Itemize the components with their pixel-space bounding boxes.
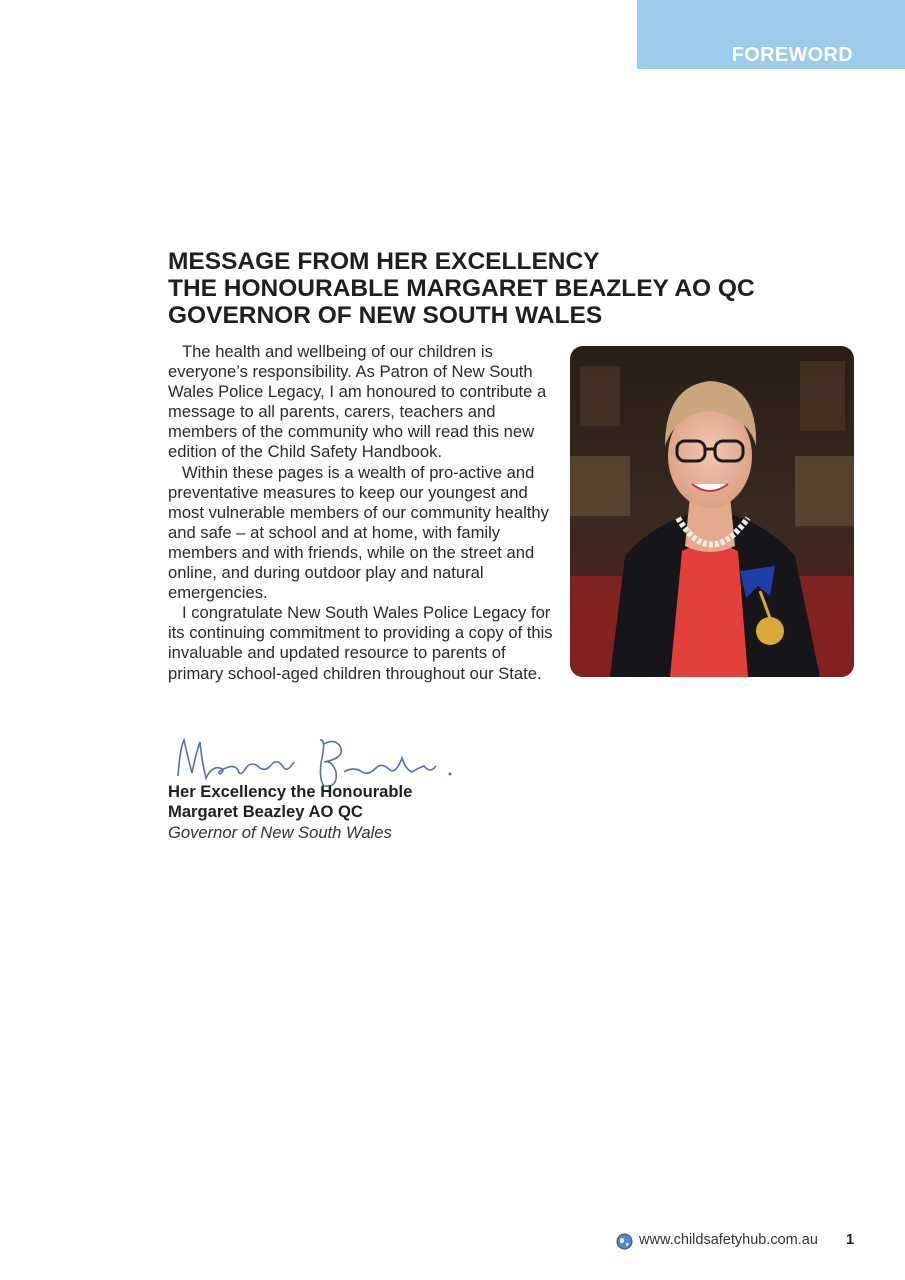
title-line-1: MESSAGE FROM HER EXCELLENCY xyxy=(168,248,600,275)
section-tab-label: FOREWORD xyxy=(731,44,853,66)
signatory-name xyxy=(168,782,412,822)
page-number: 1 xyxy=(846,1232,855,1248)
signatory-full-name: Margaret Beazley AO QC xyxy=(168,802,363,822)
governor-portrait xyxy=(570,346,854,677)
message-body xyxy=(168,342,558,684)
paragraph: I congratulate New South Wales Police Legacy for its continuing commitment to providing a copy of this invaluable and updated resource to parents of primary school-aged children throughout our State. xyxy=(168,603,553,683)
page-title xyxy=(168,248,808,329)
paragraph: Within these pages is a wealth of pro-active and preventative measures to keep our youngest and most vulnerable members of our community healthy and safe – at school and at home, with family members and with friends, while on the street and online, and during outdoor play and natural emergencies. xyxy=(168,462,549,603)
signatory-title: Governor of New South Wales xyxy=(168,823,392,842)
globe-icon xyxy=(616,1233,633,1250)
title-line-2: THE HONOURABLE MARGARET BEAZLEY AO QC xyxy=(168,275,755,302)
title-line-3: GOVERNOR OF NEW SOUTH WALES xyxy=(168,302,603,329)
section-tab xyxy=(637,0,905,69)
footer-website-link[interactable]: www.childsafetyhub.com.au xyxy=(639,1232,818,1248)
signatory-honorific: Her Excellency the Honourable xyxy=(168,782,413,801)
paragraph: The health and wellbeing of our children is everyone’s responsibility. As Patron of New South Wales Police Legacy, I am honoured to contribute a message to all parents, carers, teachers and members of the community who will read this new edition of the Child Safety Handbook. xyxy=(168,342,547,462)
